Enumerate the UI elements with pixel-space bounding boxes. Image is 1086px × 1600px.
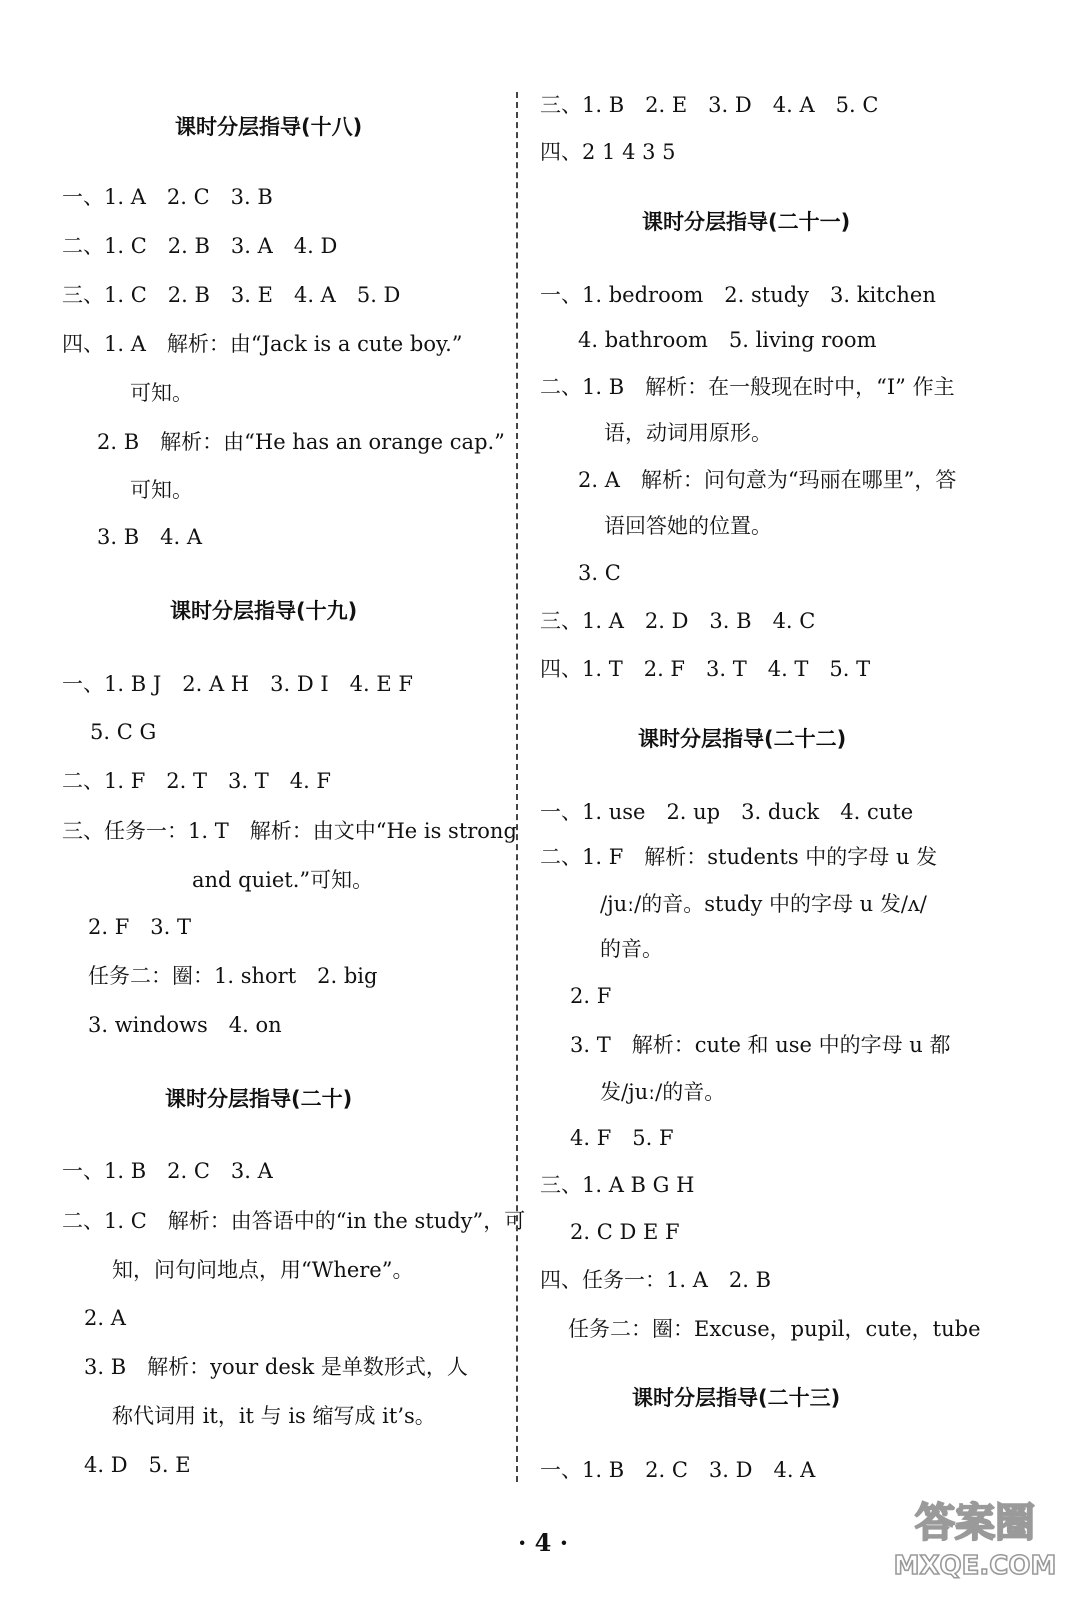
answer-line: 3. B 4. A <box>97 525 203 549</box>
answer-line: 知，问句问地点，用“Where”。 <box>112 1258 414 1282</box>
answer-line: 三、1. A B G H <box>540 1173 695 1197</box>
answer-line: 5. C G <box>90 720 157 744</box>
section-heading-20: 课时分层指导(二十) <box>165 1087 353 1111</box>
section-heading-19: 课时分层指导(十九) <box>170 599 358 623</box>
answer-line: 2. F 3. T <box>88 915 192 939</box>
answer-line: 任务二：圈：Excuse，pupil，cute，tube <box>568 1317 981 1341</box>
answer-line: 任务二：圈：1. short 2. big <box>88 964 378 988</box>
answer-line: 四、2 1 4 3 5 <box>540 140 676 164</box>
answer-line: 2. C D E F <box>570 1220 680 1244</box>
section-heading-18: 课时分层指导(十八) <box>175 115 363 139</box>
answer-line: 的音。 <box>600 937 663 961</box>
section-heading-22: 课时分层指导(二十二) <box>638 727 847 751</box>
answer-line: 四、1. A 解析：由“Jack is a cute boy.” <box>62 332 463 356</box>
answer-line: 四、任务一：1. A 2. B <box>540 1268 772 1292</box>
answer-line: 一、1. B 2. C 3. D 4. A <box>540 1458 816 1482</box>
answer-line: 三、1. B 2. E 3. D 4. A 5. C <box>540 93 879 117</box>
answer-line: 4. D 5. E <box>84 1453 191 1477</box>
answer-line: 一、1. A 2. C 3. B <box>62 185 273 209</box>
answer-line: 3. B 解析：your desk 是单数形式，人 <box>84 1355 468 1379</box>
answer-line: 发/juː/的音。 <box>600 1080 726 1104</box>
answer-line: 二、1. B 解析：在一般现在时中，“I” 作主 <box>540 375 955 399</box>
answer-line: 语回答她的位置。 <box>604 514 772 538</box>
column-divider <box>516 92 518 1482</box>
answer-line: 2. B 解析：由“He has an orange cap.” <box>97 430 505 454</box>
answer-line: 3. windows 4. on <box>88 1013 282 1037</box>
watermark-top: 答案圈 <box>915 1500 1035 1546</box>
answer-line: 一、1. use 2. up 3. duck 4. cute <box>540 800 914 824</box>
answer-line: 二、1. F 2. T 3. T 4. F <box>62 769 332 793</box>
answer-line: 语，动词用原形。 <box>604 421 772 445</box>
page-number: · 4 · <box>517 1528 569 1557</box>
answer-line: 3. C <box>578 561 621 585</box>
answer-line: and quiet.”可知。 <box>192 868 374 892</box>
answer-line: 可知。 <box>130 478 193 502</box>
answer-line: 二、1. F 解析：students 中的字母 u 发 <box>540 845 938 869</box>
section-heading-23: 课时分层指导(二十三) <box>632 1386 841 1410</box>
answer-line: 一、1. B J 2. A H 3. D I 4. E F <box>62 672 413 696</box>
answer-line: 4. F 5. F <box>570 1126 674 1150</box>
answer-line: 2. A 解析：问句意为“玛丽在哪里”，答 <box>578 468 957 492</box>
watermark-bottom: MXQE.COM <box>893 1551 1057 1581</box>
answer-line: 2. F <box>570 984 612 1008</box>
answer-line: 一、1. B 2. C 3. A <box>62 1159 273 1183</box>
answer-line: 可知。 <box>130 381 193 405</box>
section-heading-21: 课时分层指导(二十一) <box>642 210 851 234</box>
answer-line: 4. bathroom 5. living room <box>578 328 877 352</box>
answer-line: 三、1. C 2. B 3. E 4. A 5. D <box>62 283 401 307</box>
answer-line: 2. A <box>84 1306 126 1330</box>
answer-line: 二、1. C 2. B 3. A 4. D <box>62 234 338 258</box>
answer-line: 3. T 解析：cute 和 use 中的字母 u 都 <box>570 1033 951 1057</box>
answer-line: /juː/的音。study 中的字母 u 发/ʌ/ <box>600 892 927 916</box>
answer-line: 称代词用 it，it 与 is 缩写成 it’s。 <box>112 1404 436 1428</box>
answer-line: 三、任务一：1. T 解析：由文中“He is strong <box>62 819 517 843</box>
answer-line: 一、1. bedroom 2. study 3. kitchen <box>540 283 936 307</box>
watermark-logo <box>882 1492 1068 1582</box>
answer-line: 二、1. C 解析：由答语中的“in the study”，可 <box>62 1209 526 1233</box>
answer-line: 四、1. T 2. F 3. T 4. T 5. T <box>540 657 871 681</box>
answer-line: 三、1. A 2. D 3. B 4. C <box>540 609 816 633</box>
